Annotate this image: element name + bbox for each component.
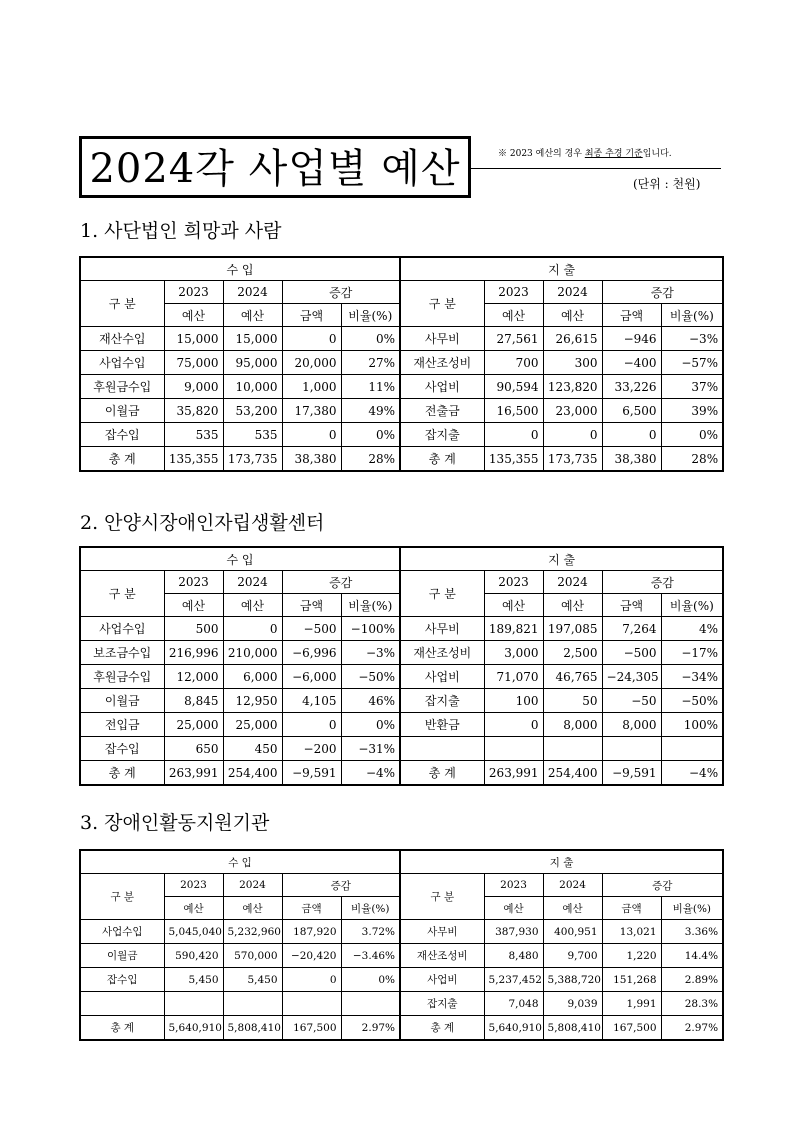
value-cell: 5,232,960 (223, 920, 282, 944)
value-cell: 6,500 (602, 399, 661, 423)
income-item-label: 후원금수입 (80, 665, 164, 689)
value-cell (223, 992, 282, 1016)
value-cell: 95,000 (223, 351, 282, 375)
expense-item-label: 잡지출 (400, 423, 484, 447)
value-cell: −500 (282, 617, 341, 641)
value-cell: 173,735 (223, 447, 282, 472)
table-row (80, 375, 723, 399)
expense-item-label: 잡지출 (400, 992, 484, 1016)
value-cell: 9,700 (543, 944, 602, 968)
section-heading-3: 3. 장애인활동지원기관 (80, 812, 270, 834)
value-cell (484, 737, 543, 761)
value-cell: 5,808,410 (543, 1016, 602, 1041)
budget-header: 예산 (484, 897, 543, 920)
year-2023-header: 2023 (164, 874, 223, 897)
ratio-header: 비율(%) (661, 304, 723, 327)
value-cell (543, 737, 602, 761)
value-cell: 135,355 (164, 447, 223, 472)
value-cell: 263,991 (484, 761, 543, 786)
value-cell: 46% (341, 689, 400, 713)
value-cell: −9,591 (282, 761, 341, 786)
value-cell: 46,765 (543, 665, 602, 689)
value-cell: 100 (484, 689, 543, 713)
year-2023-header: 2023 (164, 281, 223, 304)
value-cell: 17,380 (282, 399, 341, 423)
budget-header: 예산 (543, 304, 602, 327)
value-cell: 5,450 (223, 968, 282, 992)
value-cell: −3% (661, 327, 723, 351)
income-header: 수 입 (80, 257, 400, 281)
value-cell: 151,268 (602, 968, 661, 992)
year-2024-header: 2024 (223, 281, 282, 304)
value-cell: −17% (661, 641, 723, 665)
year-2024-header: 2024 (543, 571, 602, 594)
budget-header: 예산 (543, 594, 602, 617)
value-cell: 4% (661, 617, 723, 641)
note-prefix: ※ 2023 예산의 경우 (498, 149, 585, 159)
budget-note (498, 146, 672, 159)
value-cell: 5,388,720 (543, 968, 602, 992)
value-cell: 387,930 (484, 920, 543, 944)
value-cell: 3,000 (484, 641, 543, 665)
value-cell (661, 737, 723, 761)
change-header: 증감 (282, 281, 400, 304)
change-header: 증감 (282, 874, 400, 897)
value-cell: 0% (341, 968, 400, 992)
category-header: 구 분 (80, 281, 164, 327)
table-row (80, 920, 723, 944)
value-cell: 7,264 (602, 617, 661, 641)
note-underlined: 최종 추경 기준 (584, 149, 643, 159)
value-cell: 189,821 (484, 617, 543, 641)
value-cell: 123,820 (543, 375, 602, 399)
value-cell: 300 (543, 351, 602, 375)
income-item-label: 이월금 (80, 689, 164, 713)
expense-item-label: 반환금 (400, 713, 484, 737)
value-cell: −3% (341, 641, 400, 665)
value-cell: 8,480 (484, 944, 543, 968)
value-cell: −34% (661, 665, 723, 689)
value-cell: −24,305 (602, 665, 661, 689)
value-cell: 535 (223, 423, 282, 447)
value-cell: 8,000 (543, 713, 602, 737)
expense-item-label: 사업비 (400, 968, 484, 992)
income-item-label: 이월금 (80, 399, 164, 423)
total-row (80, 761, 723, 786)
value-cell: 26,615 (543, 327, 602, 351)
category-header: 구 분 (400, 281, 484, 327)
expense-item-label: 사업비 (400, 375, 484, 399)
ratio-header: 비율(%) (661, 897, 723, 920)
value-cell: 12,950 (223, 689, 282, 713)
value-cell: 12,000 (164, 665, 223, 689)
value-cell: 39% (661, 399, 723, 423)
value-cell: 11% (341, 375, 400, 399)
budget-header: 예산 (223, 897, 282, 920)
value-cell: 28.3% (661, 992, 723, 1016)
table-row (80, 327, 723, 351)
value-cell: 135,355 (484, 447, 543, 472)
category-header: 구 분 (80, 874, 164, 920)
value-cell: 53,200 (223, 399, 282, 423)
value-cell (341, 992, 400, 1016)
ratio-header: 비율(%) (661, 594, 723, 617)
income-item-label: 총 계 (80, 761, 164, 786)
income-item-label: 총 계 (80, 1016, 164, 1041)
value-cell: 16,500 (484, 399, 543, 423)
value-cell: −400 (602, 351, 661, 375)
amount-header: 금액 (282, 304, 341, 327)
income-item-label: 잡수입 (80, 737, 164, 761)
ratio-header: 비율(%) (341, 304, 400, 327)
value-cell: 187,920 (282, 920, 341, 944)
value-cell: 590,420 (164, 944, 223, 968)
total-row (80, 1016, 723, 1041)
income-item-label: 재산수입 (80, 327, 164, 351)
value-cell: 27,561 (484, 327, 543, 351)
value-cell: 28% (341, 447, 400, 472)
expense-item-label: 재산조성비 (400, 641, 484, 665)
year-2024-header: 2024 (543, 281, 602, 304)
value-cell: 700 (484, 351, 543, 375)
year-2023-header: 2023 (484, 571, 543, 594)
value-cell: −6,996 (282, 641, 341, 665)
table-row (80, 713, 723, 737)
value-cell: 8,000 (602, 713, 661, 737)
value-cell: 5,237,452 (484, 968, 543, 992)
value-cell: −50% (661, 689, 723, 713)
value-cell: 400,951 (543, 920, 602, 944)
value-cell: −4% (661, 761, 723, 786)
expense-item-label: 재산조성비 (400, 351, 484, 375)
amount-header: 금액 (282, 594, 341, 617)
table-row (80, 617, 723, 641)
table-row (80, 399, 723, 423)
value-cell: 90,594 (484, 375, 543, 399)
year-2023-header: 2023 (164, 571, 223, 594)
note-suffix: 입니다. (642, 149, 672, 159)
value-cell: 0 (282, 968, 341, 992)
total-row (80, 447, 723, 472)
value-cell: 5,640,910 (484, 1016, 543, 1041)
category-header: 구 분 (80, 571, 164, 617)
value-cell: 254,400 (223, 761, 282, 786)
value-cell: 37% (661, 375, 723, 399)
expense-item-label: 사무비 (400, 920, 484, 944)
value-cell: 71,070 (484, 665, 543, 689)
income-item-label: 잡수입 (80, 968, 164, 992)
income-item-label: 사업수입 (80, 351, 164, 375)
value-cell: 14.4% (661, 944, 723, 968)
value-cell: 0 (282, 327, 341, 351)
value-cell: 8,845 (164, 689, 223, 713)
year-2023-header: 2023 (484, 874, 543, 897)
value-cell: 4,105 (282, 689, 341, 713)
value-cell: −50 (602, 689, 661, 713)
value-cell: −31% (341, 737, 400, 761)
value-cell: −50% (341, 665, 400, 689)
budget-table-3 (79, 849, 724, 1041)
value-cell: 20,000 (282, 351, 341, 375)
value-cell: 6,000 (223, 665, 282, 689)
value-cell: 0 (602, 423, 661, 447)
expense-item-label (400, 737, 484, 761)
value-cell: −9,591 (602, 761, 661, 786)
value-cell: −500 (602, 641, 661, 665)
value-cell: 0 (223, 617, 282, 641)
year-2024-header: 2024 (543, 874, 602, 897)
table-row (80, 968, 723, 992)
budget-header: 예산 (164, 897, 223, 920)
budget-table-2 (79, 546, 724, 786)
value-cell: 15,000 (164, 327, 223, 351)
table-row (80, 992, 723, 1016)
value-cell: 197,085 (543, 617, 602, 641)
value-cell: 650 (164, 737, 223, 761)
table-row (80, 737, 723, 761)
amount-header: 금액 (282, 897, 341, 920)
value-cell: 0 (282, 423, 341, 447)
budget-header: 예산 (164, 304, 223, 327)
value-cell: 5,450 (164, 968, 223, 992)
value-cell: 0 (282, 713, 341, 737)
value-cell: 2,500 (543, 641, 602, 665)
expense-item-label: 사무비 (400, 617, 484, 641)
income-item-label: 총 계 (80, 447, 164, 472)
expense-item-label: 전출금 (400, 399, 484, 423)
value-cell: 2.97% (341, 1016, 400, 1041)
value-cell: 1,991 (602, 992, 661, 1016)
value-cell: 3.36% (661, 920, 723, 944)
income-item-label: 이월금 (80, 944, 164, 968)
table-row (80, 423, 723, 447)
change-header: 증감 (602, 571, 723, 594)
value-cell: 0% (341, 423, 400, 447)
expense-item-label: 사업비 (400, 665, 484, 689)
expense-item-label: 총 계 (400, 1016, 484, 1041)
income-item-label: 보조금수입 (80, 641, 164, 665)
value-cell: 1,000 (282, 375, 341, 399)
expense-header: 지 출 (400, 547, 723, 571)
table-row (80, 641, 723, 665)
expense-item-label: 잡지출 (400, 689, 484, 713)
value-cell: −57% (661, 351, 723, 375)
value-cell: 9,000 (164, 375, 223, 399)
value-cell: 0% (661, 423, 723, 447)
income-item-label: 사업수입 (80, 617, 164, 641)
expense-item-label: 사무비 (400, 327, 484, 351)
table-row (80, 689, 723, 713)
year-2024-header: 2024 (223, 571, 282, 594)
change-header: 증감 (282, 571, 400, 594)
income-header: 수 입 (80, 850, 400, 874)
ratio-header: 비율(%) (341, 594, 400, 617)
value-cell: 0% (341, 713, 400, 737)
table-row (80, 944, 723, 968)
value-cell: 49% (341, 399, 400, 423)
value-cell: 570,000 (223, 944, 282, 968)
value-cell: 1,220 (602, 944, 661, 968)
value-cell: 7,048 (484, 992, 543, 1016)
value-cell: 13,021 (602, 920, 661, 944)
value-cell: 2.97% (661, 1016, 723, 1041)
value-cell: −100% (341, 617, 400, 641)
expense-header: 지 출 (400, 850, 723, 874)
income-item-label: 후원금수입 (80, 375, 164, 399)
value-cell: 3.72% (341, 920, 400, 944)
value-cell: 38,380 (602, 447, 661, 472)
amount-header: 금액 (602, 304, 661, 327)
value-cell: 254,400 (543, 761, 602, 786)
title-underline (471, 168, 721, 169)
expense-item-label: 재산조성비 (400, 944, 484, 968)
value-cell: 35,820 (164, 399, 223, 423)
value-cell: −3.46% (341, 944, 400, 968)
value-cell: 38,380 (282, 447, 341, 472)
value-cell (164, 992, 223, 1016)
year-2024-header: 2024 (223, 874, 282, 897)
value-cell: 2.89% (661, 968, 723, 992)
value-cell: 535 (164, 423, 223, 447)
value-cell: 27% (341, 351, 400, 375)
table-row (80, 351, 723, 375)
amount-header: 금액 (602, 594, 661, 617)
value-cell: 167,500 (282, 1016, 341, 1041)
budget-header: 예산 (484, 594, 543, 617)
value-cell: 167,500 (602, 1016, 661, 1041)
value-cell: −200 (282, 737, 341, 761)
budget-header: 예산 (223, 304, 282, 327)
value-cell: 75,000 (164, 351, 223, 375)
value-cell: 216,996 (164, 641, 223, 665)
value-cell: 9,039 (543, 992, 602, 1016)
value-cell: 10,000 (223, 375, 282, 399)
value-cell: 0 (484, 423, 543, 447)
category-header: 구 분 (400, 571, 484, 617)
income-header: 수 입 (80, 547, 400, 571)
value-cell: 0% (341, 327, 400, 351)
income-item-label: 사업수입 (80, 920, 164, 944)
value-cell: 5,808,410 (223, 1016, 282, 1041)
section-heading-1: 1. 사단법인 희망과 사람 (80, 220, 282, 242)
value-cell: 0 (484, 713, 543, 737)
income-item-label (80, 992, 164, 1016)
table-row (80, 665, 723, 689)
ratio-header: 비율(%) (341, 897, 400, 920)
value-cell: 210,000 (223, 641, 282, 665)
value-cell: 23,000 (543, 399, 602, 423)
budget-header: 예산 (164, 594, 223, 617)
unit-label: (단위 : 천원) (633, 177, 701, 191)
budget-header: 예산 (484, 304, 543, 327)
income-item-label: 전입금 (80, 713, 164, 737)
amount-header: 금액 (602, 897, 661, 920)
budget-header: 예산 (543, 897, 602, 920)
value-cell (282, 992, 341, 1016)
value-cell: 5,640,910 (164, 1016, 223, 1041)
income-item-label: 잡수입 (80, 423, 164, 447)
value-cell: 5,045,040 (164, 920, 223, 944)
expense-item-label: 총 계 (400, 447, 484, 472)
value-cell (602, 737, 661, 761)
category-header: 구 분 (400, 874, 484, 920)
value-cell: 450 (223, 737, 282, 761)
value-cell: 15,000 (223, 327, 282, 351)
change-header: 증감 (602, 874, 723, 897)
change-header: 증감 (602, 281, 723, 304)
value-cell: 33,226 (602, 375, 661, 399)
value-cell: −20,420 (282, 944, 341, 968)
expense-header: 지 출 (400, 257, 723, 281)
value-cell: −4% (341, 761, 400, 786)
expense-item-label: 총 계 (400, 761, 484, 786)
value-cell: −946 (602, 327, 661, 351)
value-cell: −6,000 (282, 665, 341, 689)
page-title: 2024각 사업별 예산 (89, 146, 461, 192)
budget-table-1 (79, 256, 724, 472)
value-cell: 25,000 (223, 713, 282, 737)
value-cell: 28% (661, 447, 723, 472)
value-cell: 100% (661, 713, 723, 737)
value-cell: 25,000 (164, 713, 223, 737)
value-cell: 500 (164, 617, 223, 641)
section-heading-2: 2. 안양시장애인자립생활센터 (80, 512, 325, 534)
value-cell: 50 (543, 689, 602, 713)
year-2023-header: 2023 (484, 281, 543, 304)
value-cell: 173,735 (543, 447, 602, 472)
value-cell: 0 (543, 423, 602, 447)
value-cell: 263,991 (164, 761, 223, 786)
budget-header: 예산 (223, 594, 282, 617)
page-title-box (79, 136, 471, 198)
